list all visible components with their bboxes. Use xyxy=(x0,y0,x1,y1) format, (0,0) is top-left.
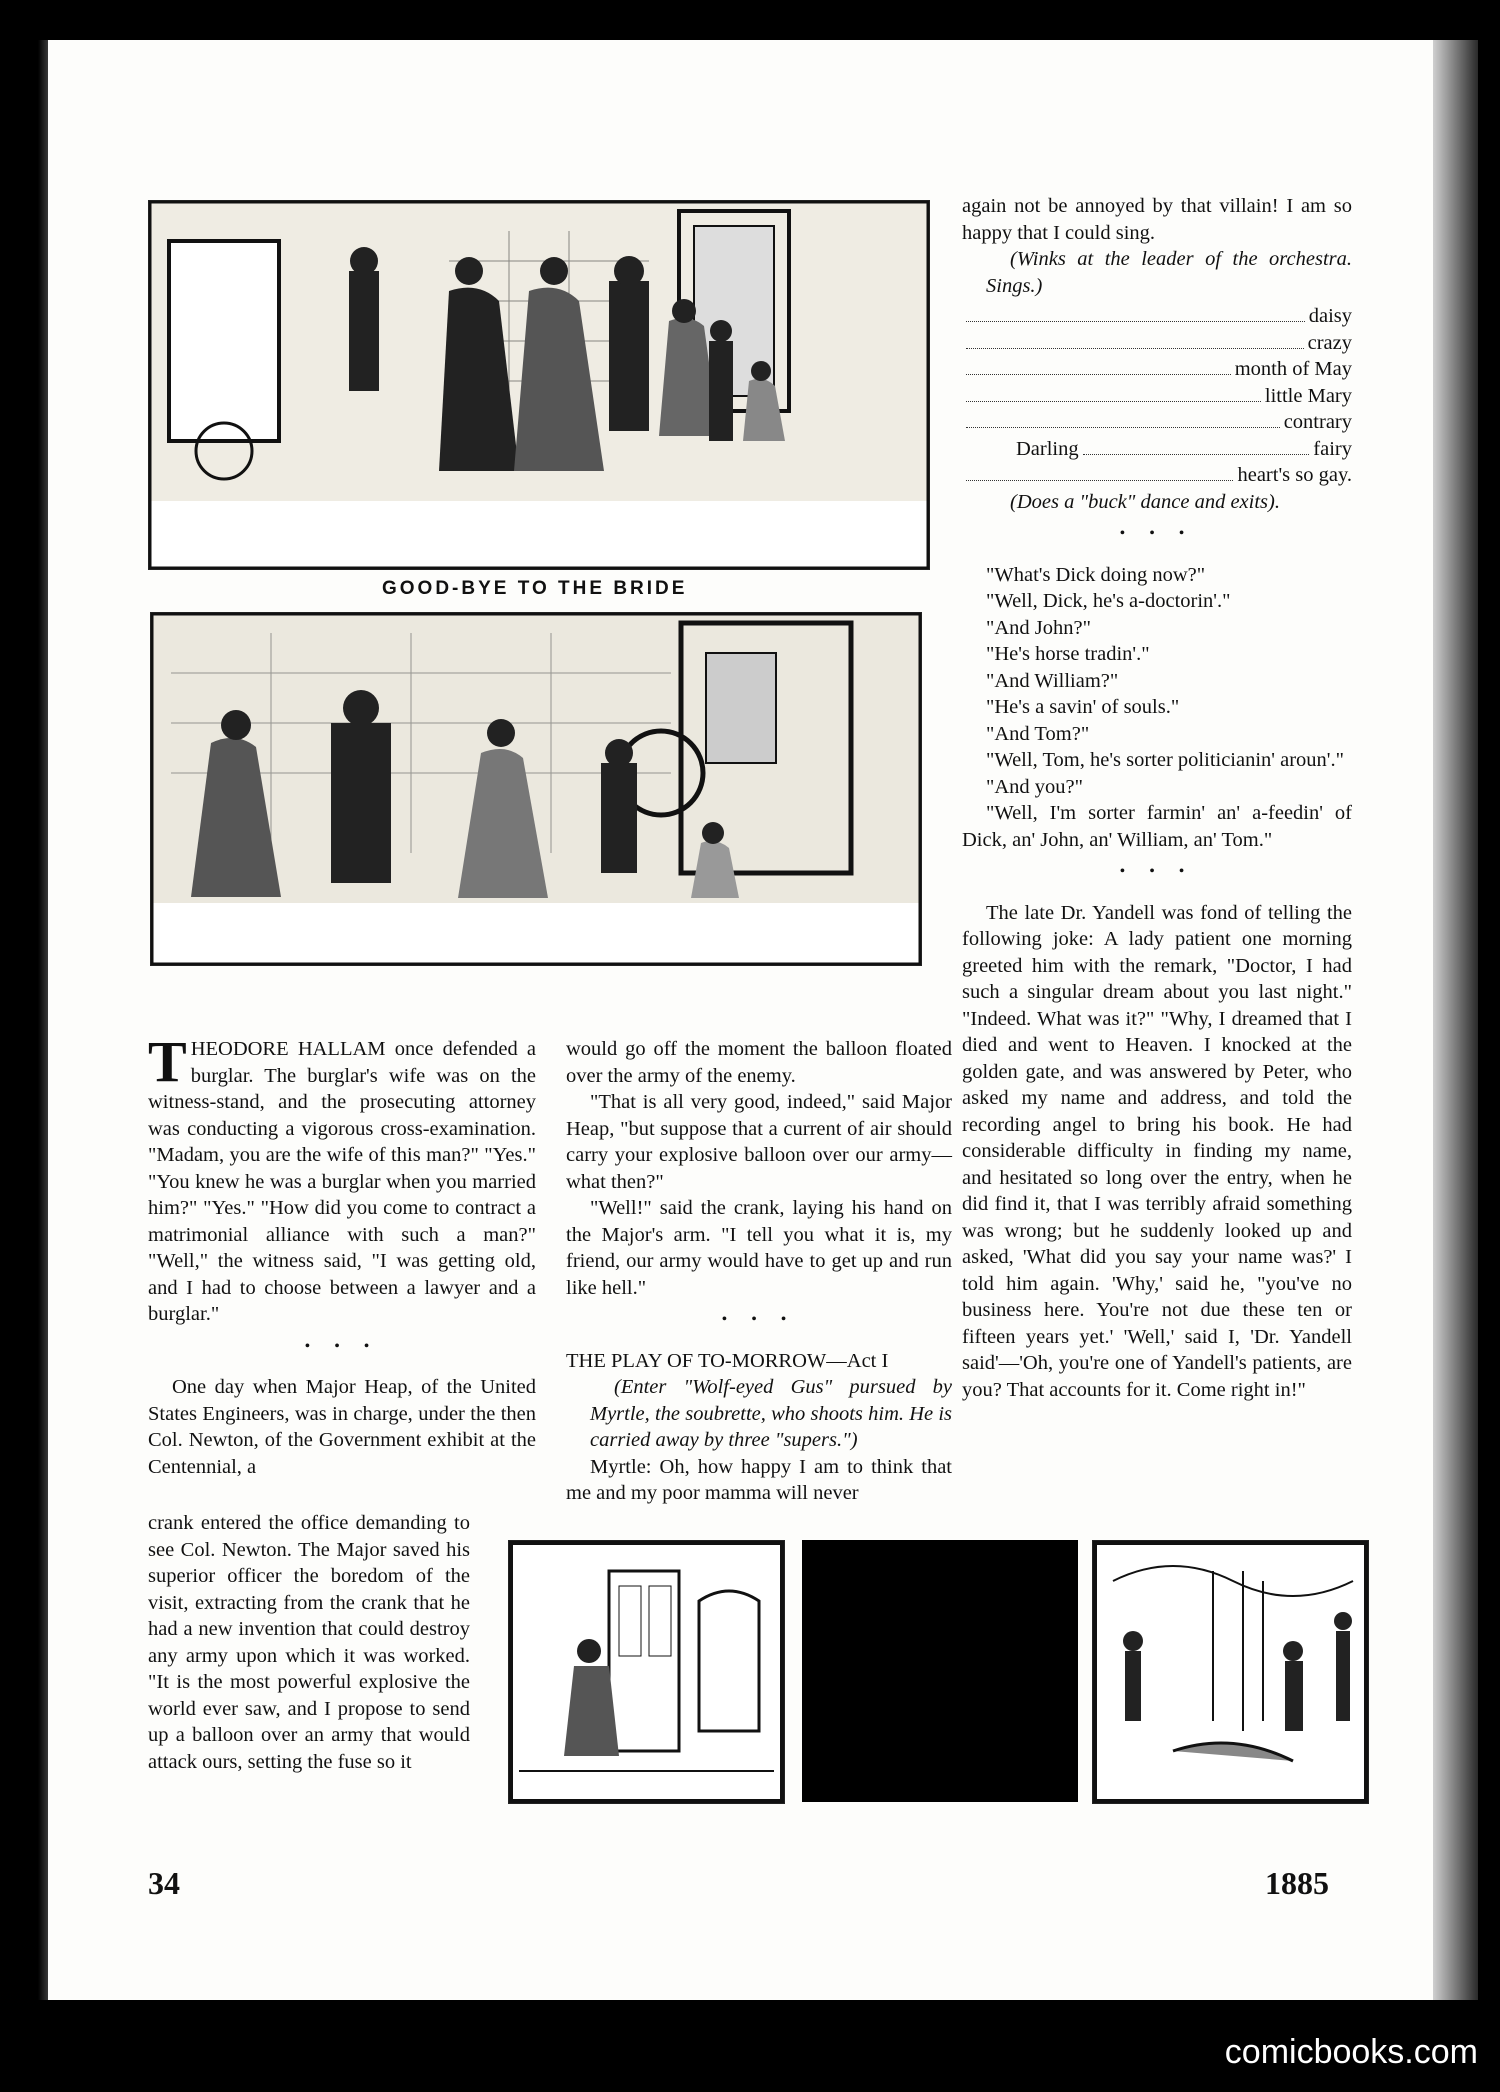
illustration-caption: GOOD-BYE TO THE BRIDE xyxy=(382,578,688,599)
major-reply: "That is all very good, indeed," said Major Heap, "but suppose that a current of air should carry your explosive balloon over our army—what then?" xyxy=(566,1091,952,1193)
section-ornament: • • • xyxy=(721,1311,797,1328)
watermark: comicbooks.com xyxy=(1224,2033,1478,2071)
drop-cap: T xyxy=(148,1029,187,1094)
crank-reply: "Well!" said the crank, laying his hand on the Major's arm. "I tell you what it is, my friend, our army would have to get up and run like hell." xyxy=(566,1197,952,1299)
illustration-bedroom xyxy=(508,1540,785,1804)
hallam-anecdote: THEODORE HALLAM once defended a burglar. The burglar's wife was on the witness-stand, and the prosecuting attorney was conducting a vigorous cross-examination. "Madam, you are the wife of this man?" "Yes." "You knew he was a burglar when you married him?" "Yes." "How did you come to contract a matrimonial alliance with such a man?" "Well," the witness said, "I was getting old, and I had to choose between a lawyer and a burglar." xyxy=(148,1029,536,1325)
play-continuation: again not be annoyed by that villain! I am so happy that I could sing. xyxy=(962,195,1352,244)
column-middle xyxy=(566,1036,952,1507)
song-line: Darling fairy xyxy=(1016,437,1352,460)
dialogue-line: "What's Dick doing now?" xyxy=(986,563,1206,586)
page-spine xyxy=(1433,40,1478,2000)
dialogue-line: "And John?" xyxy=(986,616,1091,639)
redacted-panel xyxy=(802,1540,1078,1802)
stage-direction-enter: (Enter "Wolf-eyed Gus" pursued by Myrtle, the soubrette, who shoots him. He is carried away by three "supers.") xyxy=(590,1376,952,1451)
major-heap-anecdote: One day when Major Heap, of the United States Engineers, was in charge, under the then Col. Newton, of the Government exhibit at the Centennial, a xyxy=(148,1376,536,1478)
dialogue-line: "He's horse tradin'." xyxy=(986,643,1150,665)
dialogue-line: "Well, Tom, he's sorter politicianin' aroun'." xyxy=(986,749,1344,771)
section-ornament: • • • xyxy=(304,1337,380,1355)
song-line: month of May xyxy=(962,356,1352,383)
song-lines xyxy=(962,303,1352,489)
illustration-goodbye-bride xyxy=(148,200,930,570)
song-line: contrary xyxy=(962,409,1352,436)
dialogue-line: "And Tom?" xyxy=(986,722,1090,745)
illustration-family-walk xyxy=(150,612,922,966)
page-number-left: 34 xyxy=(148,1865,180,1901)
column-left-narrow xyxy=(148,1510,470,1775)
column-right-top xyxy=(962,193,1352,1403)
illustration-forest-scene xyxy=(1092,1540,1369,1804)
song-line: crazy xyxy=(962,330,1352,357)
column-left xyxy=(148,1029,536,1480)
dialogue-line: "He's a savin' of souls." xyxy=(986,696,1180,718)
stage-direction-exit: (Does a "buck" dance and exits). xyxy=(1010,490,1280,513)
major-heap-continued: crank entered the office demanding to see Col. Newton. The Major saved his superior officer the boredom of the visit, extracting from the crank that he had a new invention that could destroy any army upon which it was worked. "It is the most powerful explosive the world ever saw, and I propose to send up a balloon over an army that would attack ours, setting the fuse so it xyxy=(148,1512,470,1773)
stage-direction: (Winks at the leader of the orchestra. Sings.) xyxy=(986,248,1352,297)
dialogue-line: "Well, I'm sorter farmin' an' a-feedin' of Dick, an' John, an' William, an' Tom." xyxy=(962,802,1352,851)
page-year-right: 1885 xyxy=(1265,1865,1329,1901)
song-line: heart's so gay. xyxy=(962,462,1352,489)
section-ornament: • • • xyxy=(1119,525,1195,542)
myrtle-line: Myrtle: Oh, how happy I am to think that me and my poor mamma will never xyxy=(566,1455,952,1504)
song-line: little Mary xyxy=(962,383,1352,410)
crank-continued: would go off the moment the balloon floated over the army of the enemy. xyxy=(566,1038,952,1087)
dialogue-line: "And you?" xyxy=(986,775,1084,798)
play-heading: THE PLAY OF TO-MORROW—Act I xyxy=(566,1349,889,1372)
section-ornament: • • • xyxy=(1119,863,1195,880)
dialogue-line: "And William?" xyxy=(986,669,1119,692)
yandell-anecdote: The late Dr. Yandell was fond of telling the following joke: A lady patient one morning greeted him with the remark, "Doctor, I had such a singular dream about you last night." "Indeed. What was it?" "Why, I dreamed that I died and went to Heaven. I knocked at the golden gate, and was answered by Peter, who asked my name and address, and told the recording angel to bring his book. He had considerable difficulty in finding my name, and hesitated so long over the entry, when he did find it, that I was terribly afraid something was wrong; but he suddenly looked up and asked, 'What did you say your name was?' I told him again. 'Why,' said he, "you've no business here. You're not due these ten or fifteen years yet.' 'Well,' said I, 'Dr. Yandell said'—'Oh, you're one of Yandell's patients, are you? That accounts for it. Come right in!" xyxy=(962,901,1352,1401)
song-line: daisy xyxy=(962,303,1352,330)
dialogue-line: "Well, Dick, he's a-doctorin'." xyxy=(986,590,1231,612)
